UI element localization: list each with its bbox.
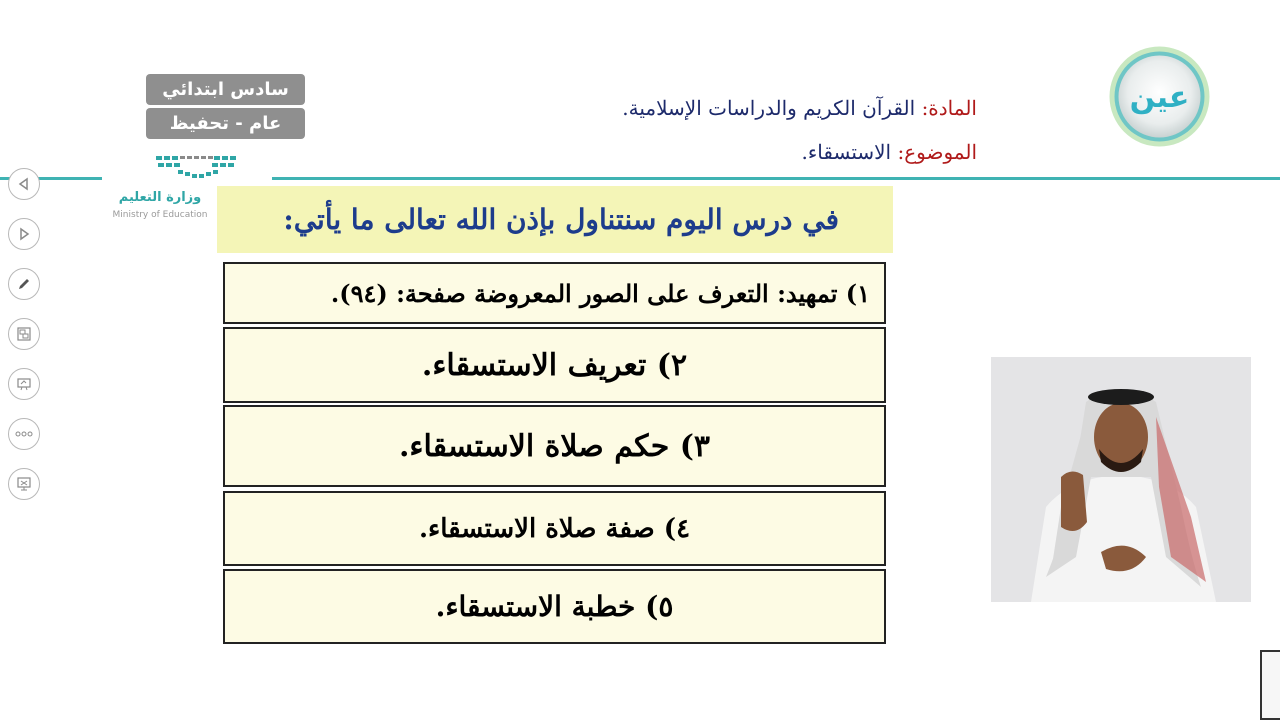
topic-line: [802, 140, 977, 164]
subject-label: المادة:: [921, 96, 977, 120]
pen-button[interactable]: [8, 268, 40, 300]
presentation-icon: [16, 476, 32, 492]
ministry-emblem-icon: [154, 152, 244, 186]
more-button[interactable]: [8, 418, 40, 450]
lesson-item-1: ١) تمهيد: التعرف على الصور المعروضة صفحة: (٩٤).: [223, 262, 886, 324]
topic-label: الموضوع:: [897, 140, 977, 164]
ministry-name-english: Ministry of Education: [112, 210, 208, 220]
header-divider-right: [272, 177, 1280, 180]
corner-frame-mark: [1260, 650, 1280, 720]
track-badge: عام - تحفيظ: [146, 108, 305, 139]
ministry-name-arabic: وزارة التعليم: [118, 190, 202, 205]
presenter-video: [991, 357, 1251, 602]
whiteboard-button[interactable]: [8, 368, 40, 400]
ayn-channel-logo: [1108, 45, 1211, 148]
next-button[interactable]: [8, 218, 40, 250]
ayn-logo-text: عين: [1129, 80, 1190, 115]
more-icon: [15, 431, 33, 437]
lesson-item-5: ٥) خطبة الاستسقاء.: [223, 569, 886, 644]
ayn-logo-icon: [1108, 45, 1211, 148]
prev-icon: [17, 177, 31, 191]
prev-button[interactable]: [8, 168, 40, 200]
lesson-item-2: ٢) تعريف الاستسقاء.: [223, 327, 886, 403]
next-icon: [17, 227, 31, 241]
presenter-image: [991, 357, 1251, 602]
presentation-button[interactable]: [8, 468, 40, 500]
lesson-item-4: ٤) صفة صلاة الاستسقاء.: [223, 491, 886, 566]
subject-line: [622, 96, 977, 120]
layout-button[interactable]: [8, 318, 40, 350]
lesson-intro-heading: في درس اليوم سنتناول بإذن الله تعالى ما يأتي:: [217, 186, 893, 253]
layout-icon: [16, 326, 32, 342]
grade-badge: سادس ابتدائي: [146, 74, 305, 105]
whiteboard-icon: [16, 376, 32, 392]
lesson-item-3: ٣) حكم صلاة الاستسقاء.: [223, 405, 886, 487]
topic-value: الاستسقاء.: [801, 140, 892, 164]
pen-icon: [16, 276, 32, 292]
subject-value: القرآن الكريم والدراسات الإسلامية.: [622, 96, 916, 120]
